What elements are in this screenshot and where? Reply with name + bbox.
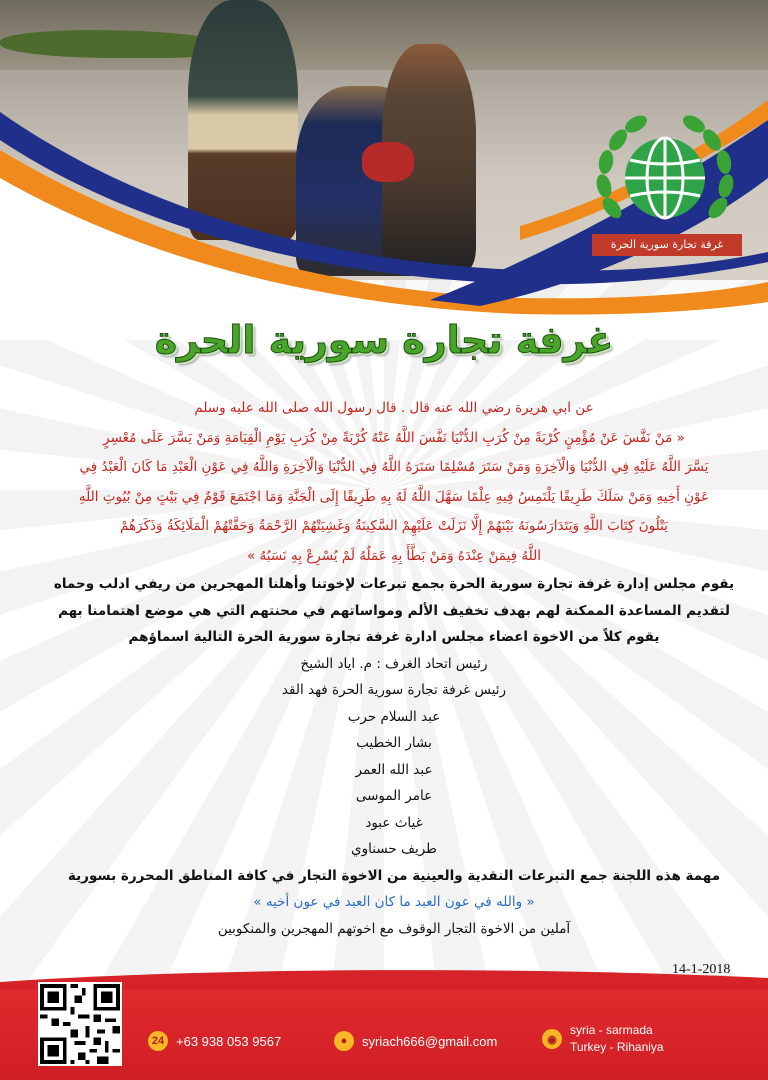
member-name: عامر الموسى — [355, 788, 433, 804]
footer-email[interactable] — [334, 1031, 497, 1051]
location-line: Turkey - Rihaniya — [570, 1040, 664, 1054]
statement-block — [38, 571, 750, 651]
issue-date: 14-1-2018 — [672, 962, 731, 977]
location-line: syria - sarmada — [570, 1023, 653, 1037]
qr-code[interactable] — [38, 982, 122, 1066]
hadith-line: « مَنْ نَفَّسَ عَنْ مُؤْمِنٍ كُرْبَةً مِنْ كُرَبِ الدُّنْيَا نَفَّسَ اللَّهُ عَنْهُ كُرْبَةً مِنْ كُرَبِ يَوْمِ الْقِيَامَةِ وَمَنْ يَسَّرَ عَلَى مُعْسِرٍ — [103, 429, 685, 446]
phone-number: +63 938 053 9567 — [176, 1033, 282, 1049]
member-name: عبد الله العمر — [355, 761, 433, 778]
quote-text: « والله في عون العبد ما كان العبد في عون أخيه » — [253, 894, 535, 910]
statement-line: لتقديم المساعدة الممكنة لهم بهدف تخفيف الألم ومواساتهم في محنتهم التي هي موضع اهتمامنا بهم — [58, 602, 730, 619]
member-name: طريف حسناوي — [351, 841, 437, 857]
globe-icon: ● — [334, 1031, 354, 1051]
member-name: رئيس غرفة تجارة سورية الحرة فهد القد — [281, 682, 507, 698]
page-title: غرفة تجارة سورية الحرة — [154, 318, 614, 362]
hadith-line: يَسَّرَ اللَّهُ عَلَيْهِ فِي الدُّنْيَا وَالْآخِرَةِ وَمَنْ سَتَرَ مُسْلِمًا سَتَرَهُ اللَّهُ فِي الدُّنْيَا وَالْآخِرَةِ وَاللَّهُ فِي عَوْنِ الْعَبْدِ مَا كَانَ الْعَبْدُ فِي — [79, 459, 709, 475]
statement-line: يقوم كلاً من الاخوة اعضاء مجلس ادارة غرفة تجارة سورية الحرة التالية اسماؤهم — [128, 629, 660, 645]
members-list — [38, 651, 750, 863]
logo-banner: غرفة تجارة سورية الحرة — [592, 234, 742, 256]
hadith-block — [38, 394, 750, 571]
hadith-line: يَتْلُونَ كِتَابَ اللَّهِ وَيَتَدَارَسُونَهُ بَيْنَهُمْ إِلَّا نَزَلَتْ عَلَيْهِمْ السَّكِينَةُ وَغَشِيَتْهُمْ الرَّحْمَةُ وَحَفَّتْهُمْ الْمَلَائِكَةُ وَذَكَرَهُمْ — [120, 518, 668, 534]
email-address: syriach666@gmail.com — [362, 1033, 498, 1049]
hadith-line: عن ابي هريرة رضي الله عنه قال . قال رسول الله صلى الله عليه وسلم — [194, 400, 594, 416]
phone-24-icon: 24 — [148, 1031, 168, 1051]
member-name: رئيس اتحاد الغرف : م. اياد الشيخ — [300, 655, 488, 672]
member-name: عبد السلام حرب — [347, 708, 441, 725]
footer-location — [542, 1022, 664, 1056]
location-icon: ◉ — [542, 1029, 562, 1049]
statement-line: يقوم مجلس إدارة غرفة تجارة سورية الحرة بجمع تبرعات لإخوتنا وأهلنا المهجرين من ريفي ادلب وحماه — [53, 576, 735, 592]
footer-phone[interactable] — [148, 1031, 281, 1051]
closing-text: آملين من الاخوة التجار الوقوف مع اخوتهم المهجرين والمنكوبين — [217, 920, 571, 937]
hadith-line: اللَّهُ فِيمَنْ عِنْدَهُ وَمَنْ بَطَّأَ بِهِ عَمَلُهُ لَمْ يُسْرِعْ بِهِ نَسَبُهُ » — [247, 547, 541, 564]
mission-text: مهمة هذه اللجنة جمع التبرعات النقدية والعينية من الاخوة التجار في كافة المناطق المحررة بسورية — [67, 867, 721, 884]
location-text — [570, 1022, 664, 1056]
member-name: بشار الخطيب — [356, 735, 432, 751]
body-text — [38, 394, 750, 942]
hadith-line: عَوْنِ أَخِيهِ وَمَنْ سَلَكَ طَرِيقًا يَلْتَمِسُ فِيهِ عِلْمًا سَهَّلَ اللَّهُ لَهُ بِهِ طَرِيقًا إِلَى الْجَنَّةِ وَمَا اجْتَمَعَ قَوْمٌ فِي بَيْتٍ مِنْ بُيُوتِ اللَّهِ — [78, 488, 710, 505]
member-name: غياث عبود — [365, 814, 423, 831]
